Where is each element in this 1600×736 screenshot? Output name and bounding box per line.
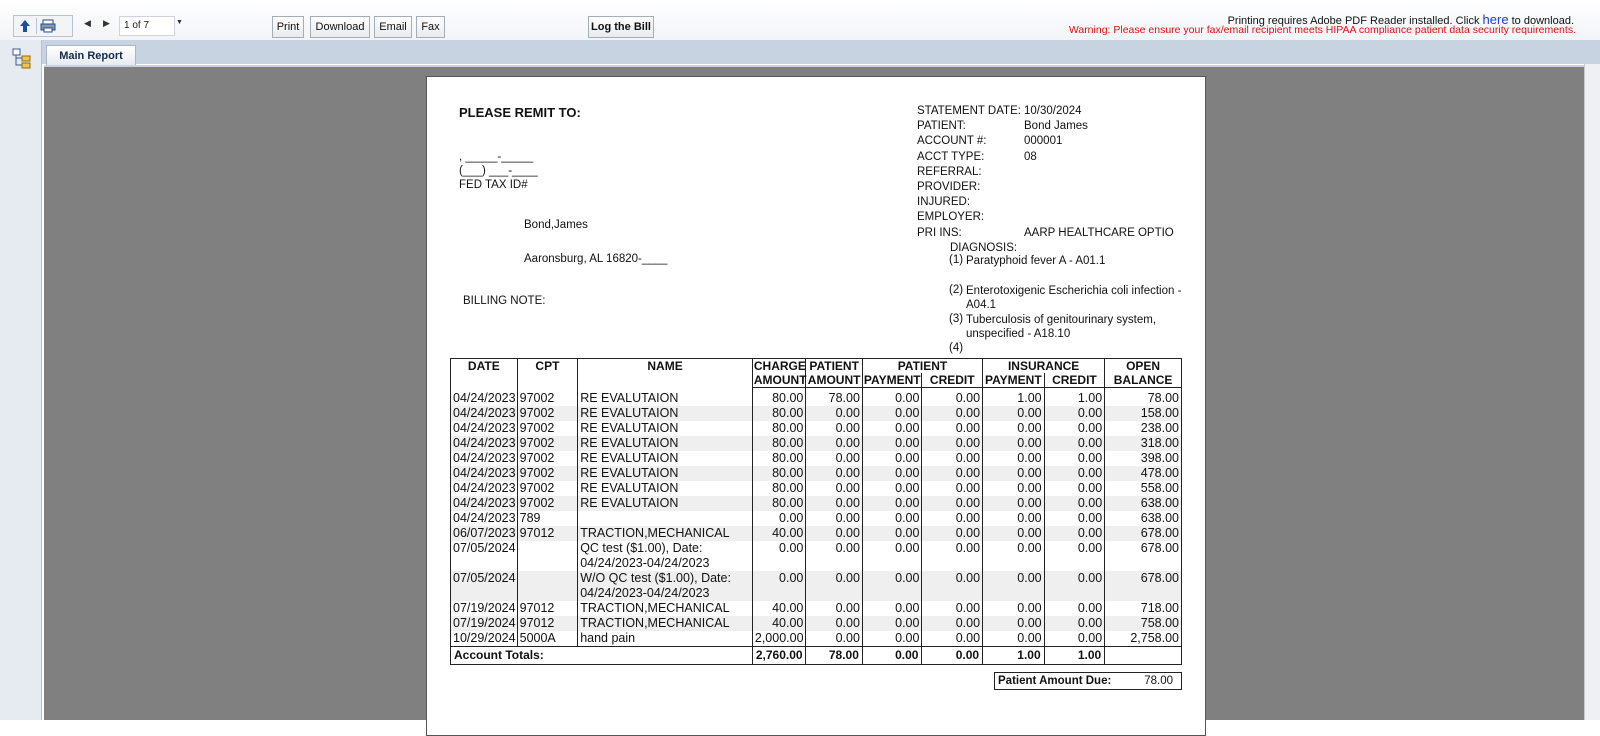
remit-address-line1: , _____-_____ — [459, 151, 534, 163]
cell-insurance-credit: 0.00 — [1044, 601, 1105, 616]
cell-cpt: 5000A — [517, 631, 578, 647]
cell-name-line2: 04/24/2023-04/24/2023 — [580, 586, 710, 600]
cell-insurance-credit: 0.00 — [1044, 526, 1105, 541]
tab-main-report[interactable]: Main Report — [46, 45, 136, 65]
cell-charge: 40.00 — [752, 616, 806, 631]
printer-icon[interactable] — [37, 16, 59, 36]
cell-patient-payment: 0.00 — [862, 526, 922, 541]
cell-insurance-payment: 0.00 — [983, 511, 1045, 526]
fed-tax-id: FED TAX ID# — [459, 179, 528, 191]
table-row — [451, 526, 1182, 541]
cell-name — [578, 436, 753, 451]
cell-name — [578, 421, 753, 436]
cell-name-line1: QC test ($1.00), Date: — [580, 541, 703, 555]
notice-text-pre: Printing requires Adobe PDF Reader installed. Click — [1227, 15, 1483, 27]
total-charge: 2,760.00 — [752, 647, 806, 665]
cell-insurance-credit: 0.00 — [1044, 496, 1105, 511]
cell-cpt: 97012 — [517, 601, 578, 616]
cell-name — [578, 466, 753, 481]
total-patient-amount: 78.00 — [806, 647, 863, 665]
cell-insurance-credit: 0.00 — [1044, 421, 1105, 436]
download-reader-link[interactable]: here — [1482, 12, 1509, 27]
cell-patient-payment: 0.00 — [862, 616, 922, 631]
account-value: 000001 — [1024, 135, 1063, 147]
cell-insurance-payment: 0.00 — [983, 406, 1045, 421]
cell-patient-amount: 0.00 — [806, 481, 863, 496]
table-row — [451, 496, 1182, 511]
table-row — [451, 388, 1182, 407]
cell-cpt — [517, 541, 578, 571]
cell-patient-credit: 0.00 — [922, 526, 983, 541]
cell-patient-payment: 0.00 — [862, 388, 922, 407]
account-totals-label: Account Totals: — [451, 647, 753, 665]
col-header-patient-amount-2: AMOUNT — [807, 373, 861, 387]
table-row — [451, 436, 1182, 451]
cell-charge: 80.00 — [752, 496, 806, 511]
cell-cpt: 97002 — [517, 496, 578, 511]
cell-patient-credit: 0.00 — [922, 421, 983, 436]
cell-name — [578, 526, 753, 541]
cell-patient-amount: 0.00 — [806, 451, 863, 466]
cell-open-balance: 678.00 — [1105, 526, 1182, 541]
cell-name-line1: RE EVALUTAION — [580, 390, 679, 405]
cell-name — [578, 631, 753, 647]
cell-name — [578, 406, 753, 421]
cell-patient-payment: 0.00 — [862, 451, 922, 466]
cell-open-balance: 558.00 — [1105, 481, 1182, 496]
group-tree-panel — [0, 40, 42, 720]
billing-note-label: BILLING NOTE: — [463, 295, 546, 307]
diagnosis-number: (1) — [949, 254, 964, 266]
cell-patient-amount: 0.00 — [806, 526, 863, 541]
cell-name — [578, 571, 753, 601]
cell-charge: 0.00 — [752, 541, 806, 571]
table-row — [451, 541, 1182, 571]
chevron-down-icon[interactable]: ▼ — [176, 19, 183, 26]
cell-patient-payment: 0.00 — [862, 541, 922, 571]
col-header-patient-amount: PATIENT — [806, 359, 863, 374]
cell-open-balance: 638.00 — [1105, 496, 1182, 511]
cell-patient-payment: 0.00 — [862, 511, 922, 526]
cell-open-balance: 638.00 — [1105, 511, 1182, 526]
cell-insurance-payment: 0.00 — [983, 601, 1045, 616]
toolbar-icon-group — [13, 15, 73, 37]
diagnosis-text: Tuberculosis of genitourinary system, unspecified - A18.10 — [966, 314, 1157, 340]
cell-open-balance: 78.00 — [1105, 388, 1182, 407]
cell-insurance-payment: 0.00 — [983, 421, 1045, 436]
total-insurance-credit: 1.00 — [1044, 647, 1105, 665]
cell-cpt: 97012 — [517, 616, 578, 631]
account-label: ACCOUNT #: — [917, 135, 987, 147]
cell-insurance-credit: 0.00 — [1044, 466, 1105, 481]
col-header-charge: CHARGE — [753, 359, 806, 373]
cell-patient-amount: 78.00 — [806, 388, 863, 407]
cell-open-balance: 318.00 — [1105, 436, 1182, 451]
patient-city: Aaronsburg, AL 16820-____ — [524, 253, 668, 265]
cell-date: 04/24/2023 — [451, 388, 518, 407]
cell-patient-credit: 0.00 — [922, 601, 983, 616]
cell-cpt — [517, 571, 578, 601]
cell-patient-credit: 0.00 — [922, 541, 983, 571]
col-header-insurance-group: INSURANCE — [983, 359, 1105, 374]
table-row — [451, 481, 1182, 496]
cell-date: 06/07/2023 — [451, 526, 518, 541]
hipaa-warning: Warning: Please ensure your fax/email recipient meets HIPAA compliance patient data security requirements. — [1068, 24, 1576, 36]
tab-strip — [0, 40, 1600, 64]
cell-patient-payment: 0.00 — [862, 481, 922, 496]
cell-patient-amount: 0.00 — [806, 541, 863, 571]
table-row — [451, 511, 1182, 526]
cell-charge: 80.00 — [752, 406, 806, 421]
cell-name — [578, 481, 753, 496]
pri-ins-label: PRI INS: — [917, 227, 962, 239]
col-header-patient-group: PATIENT — [862, 359, 982, 374]
patient-name: Bond,James — [524, 219, 588, 231]
cell-insurance-credit: 0.00 — [1044, 616, 1105, 631]
cell-patient-credit: 0.00 — [922, 406, 983, 421]
table-row — [451, 571, 1182, 601]
cell-cpt: 97002 — [517, 388, 578, 407]
cell-patient-amount: 0.00 — [806, 601, 863, 616]
employer-label: EMPLOYER: — [917, 211, 985, 223]
cell-open-balance: 718.00 — [1105, 601, 1182, 616]
table-row — [451, 406, 1182, 421]
table-row — [451, 451, 1182, 466]
table-row — [451, 466, 1182, 481]
cell-name-line1: RE EVALUTAION — [580, 466, 679, 480]
cell-name-line1: RE EVALUTAION — [580, 496, 679, 510]
cell-patient-amount: 0.00 — [806, 421, 863, 436]
cell-charge: 0.00 — [752, 571, 806, 601]
cell-insurance-credit: 0.00 — [1044, 571, 1105, 601]
next-page-icon[interactable]: ▶ — [103, 18, 110, 28]
statement-page — [426, 76, 1206, 736]
cell-name-line2: 04/24/2023-04/24/2023 — [580, 556, 710, 570]
cell-name-line1: RE EVALUTAION — [580, 436, 679, 450]
cell-name-line1: TRACTION,MECHANICAL — [580, 616, 730, 630]
diagnosis-text: Paratyphoid fever A - A01.1 — [966, 255, 1106, 267]
col-header-name: NAME — [578, 359, 753, 388]
cell-date: 04/24/2023 — [451, 466, 518, 481]
cell-open-balance: 678.00 — [1105, 541, 1182, 571]
cell-name — [578, 511, 753, 526]
cell-insurance-credit: 1.00 — [1044, 388, 1105, 407]
cell-date: 07/05/2024 — [451, 571, 518, 601]
referral-label: REFERRAL: — [917, 166, 982, 178]
cell-charge: 0.00 — [752, 511, 806, 526]
cell-patient-credit: 0.00 — [922, 631, 983, 647]
cell-name — [578, 601, 753, 616]
cell-charge: 80.00 — [752, 481, 806, 496]
cell-open-balance: 158.00 — [1105, 406, 1182, 421]
statement-date-label: STATEMENT DATE: — [917, 105, 1021, 117]
cell-patient-payment: 0.00 — [862, 421, 922, 436]
cell-patient-amount: 0.00 — [806, 631, 863, 647]
cell-insurance-credit: 0.00 — [1044, 451, 1105, 466]
cell-patient-payment: 0.00 — [862, 436, 922, 451]
cell-patient-payment: 0.00 — [862, 466, 922, 481]
cell-date: 04/24/2023 — [451, 511, 518, 526]
cell-cpt: 97002 — [517, 421, 578, 436]
cell-date: 04/24/2023 — [451, 481, 518, 496]
cell-open-balance: 758.00 — [1105, 616, 1182, 631]
cell-name-line1: hand pain — [580, 631, 636, 645]
cell-name-line1: TRACTION,MECHANICAL — [580, 526, 730, 540]
prev-page-icon[interactable]: ◀ — [84, 18, 91, 28]
cell-name — [578, 451, 753, 466]
cell-insurance-payment: 0.00 — [983, 466, 1045, 481]
cell-insurance-payment: 0.00 — [983, 616, 1045, 631]
total-insurance-payment: 1.00 — [983, 647, 1045, 665]
table-row — [451, 631, 1182, 647]
col-header-insurance-payment: PAYMENT — [983, 373, 1045, 388]
cell-cpt: 97002 — [517, 451, 578, 466]
cell-charge: 40.00 — [752, 526, 806, 541]
cell-date: 04/24/2023 — [451, 496, 518, 511]
total-patient-payment: 0.00 — [862, 647, 922, 665]
viewer-top-border — [44, 65, 1584, 67]
col-header-date: DATE — [451, 359, 518, 388]
col-header-cpt: CPT — [517, 359, 578, 388]
cell-patient-credit: 0.00 — [922, 496, 983, 511]
cell-name-line1: RE EVALUTAION — [580, 451, 679, 465]
pri-ins-value: AARP HEALTHCARE OPTIO — [1024, 227, 1174, 239]
vertical-scrollbar[interactable] — [1584, 64, 1600, 720]
cell-name-line1: TRACTION,MECHANICAL — [580, 601, 730, 615]
cell-charge: 80.00 — [752, 466, 806, 481]
col-header-patient-payment: PAYMENT — [863, 373, 921, 387]
cell-cpt: 97002 — [517, 466, 578, 481]
cell-insurance-credit: 0.00 — [1044, 436, 1105, 451]
group-tree-toggle-icon[interactable] — [12, 48, 32, 70]
cell-patient-credit: 0.00 — [922, 571, 983, 601]
cell-date: 07/19/2024 — [451, 616, 518, 631]
cell-insurance-credit: 0.00 — [1044, 481, 1105, 496]
remit-phone: (___) ___-____ — [459, 165, 538, 177]
cell-name-line1: RE EVALUTAION — [580, 481, 679, 495]
cell-patient-amount: 0.00 — [806, 406, 863, 421]
download-button[interactable]: Download — [310, 16, 370, 38]
cell-date: 07/19/2024 — [451, 601, 518, 616]
cell-open-balance: 678.00 — [1105, 571, 1182, 601]
cell-name-line1: RE EVALUTAION — [580, 406, 679, 420]
table-row — [451, 421, 1182, 436]
cell-date: 07/05/2024 — [451, 541, 518, 571]
cell-name-line1: W/O QC test ($1.00), Date: — [580, 571, 731, 585]
cell-insurance-credit: 0.00 — [1044, 541, 1105, 571]
notice-text-post: to download. — [1508, 15, 1574, 27]
cell-patient-credit: 0.00 — [922, 616, 983, 631]
cell-insurance-credit: 0.00 — [1044, 406, 1105, 421]
cell-charge: 40.00 — [752, 601, 806, 616]
cell-date: 10/29/2024 — [451, 631, 518, 647]
report-toolbar — [0, 0, 1600, 40]
fax-button[interactable]: Fax — [416, 16, 445, 38]
patient-amount-due-box — [994, 672, 1182, 690]
cell-name — [578, 496, 753, 511]
total-patient-credit: 0.00 — [922, 647, 983, 665]
email-button[interactable]: Email — [374, 16, 412, 38]
cell-patient-amount: 0.00 — [806, 436, 863, 451]
cell-insurance-payment: 0.00 — [983, 571, 1045, 601]
col-header-insurance-credit: CREDIT — [1044, 373, 1105, 388]
amount-due-value: 78.00 — [1144, 675, 1173, 687]
cell-patient-amount: 0.00 — [806, 511, 863, 526]
acct-type-value: 08 — [1024, 151, 1037, 163]
provider-label: PROVIDER: — [917, 181, 981, 193]
total-balance-empty — [1105, 647, 1182, 665]
export-up-icon[interactable] — [14, 16, 36, 36]
cell-patient-credit: 0.00 — [922, 451, 983, 466]
print-button[interactable]: Print — [272, 16, 304, 38]
cell-patient-amount: 0.00 — [806, 496, 863, 511]
log-bill-button[interactable]: Log the Bill — [588, 16, 654, 38]
cell-charge: 80.00 — [752, 436, 806, 451]
cell-patient-credit: 0.00 — [922, 466, 983, 481]
cell-open-balance: 238.00 — [1105, 421, 1182, 436]
cell-patient-amount: 0.00 — [806, 616, 863, 631]
col-header-charge-amount: AMOUNT — [753, 373, 807, 387]
cell-patient-payment: 0.00 — [862, 601, 922, 616]
cell-cpt: 97002 — [517, 406, 578, 421]
cell-date: 04/24/2023 — [451, 436, 518, 451]
cell-patient-payment: 0.00 — [862, 631, 922, 647]
cell-insurance-payment: 0.00 — [983, 481, 1045, 496]
cell-open-balance: 478.00 — [1105, 466, 1182, 481]
cell-patient-payment: 0.00 — [862, 571, 922, 601]
page-selector[interactable]: 1 of 7 — [119, 16, 175, 36]
cell-charge: 2,000.00 — [752, 631, 806, 647]
cell-date: 04/24/2023 — [451, 406, 518, 421]
col-header-open: OPEN — [1105, 359, 1182, 374]
diagnosis-label: DIAGNOSIS: — [950, 242, 1018, 254]
cell-patient-credit: 0.00 — [922, 388, 983, 407]
cell-cpt: 97012 — [517, 526, 578, 541]
cell-name-line1: RE EVALUTAION — [580, 421, 679, 435]
acct-type-label: ACCT TYPE: — [917, 151, 985, 163]
cell-charge: 80.00 — [752, 388, 806, 407]
amount-due-label: Patient Amount Due: — [998, 675, 1112, 687]
cell-insurance-payment: 0.00 — [983, 541, 1045, 571]
cell-name — [578, 388, 753, 407]
cell-name — [578, 541, 753, 571]
cell-patient-credit: 0.00 — [922, 511, 983, 526]
table-row — [451, 616, 1182, 631]
diagnosis-number: (3) — [949, 313, 964, 325]
cell-insurance-credit: 0.00 — [1044, 511, 1105, 526]
diagnosis-number: (2) — [949, 284, 964, 296]
cell-date: 04/24/2023 — [451, 451, 518, 466]
patient-label: PATIENT: — [917, 120, 966, 132]
cell-patient-amount: 0.00 — [806, 571, 863, 601]
transactions-table — [450, 358, 1182, 665]
cell-insurance-payment: 0.00 — [983, 631, 1045, 647]
cell-open-balance: 398.00 — [1105, 451, 1182, 466]
cell-cpt: 97002 — [517, 481, 578, 496]
cell-cpt: 97002 — [517, 436, 578, 451]
cell-insurance-payment: 0.00 — [983, 526, 1045, 541]
col-header-balance: BALANCE — [1105, 373, 1182, 388]
diagnosis-number: (4) — [949, 342, 964, 354]
cell-insurance-payment: 1.00 — [983, 388, 1045, 407]
cell-patient-credit: 0.00 — [922, 481, 983, 496]
cell-insurance-payment: 0.00 — [983, 496, 1045, 511]
cell-open-balance: 2,758.00 — [1105, 631, 1182, 647]
diagnosis-text: Enterotoxigenic Escherichia coli infection - A04.1 — [966, 285, 1182, 311]
cell-cpt: 789 — [517, 511, 578, 526]
cell-charge: 80.00 — [752, 451, 806, 466]
col-header-patient-credit: CREDIT — [922, 373, 983, 388]
cell-patient-credit: 0.00 — [922, 436, 983, 451]
cell-name — [578, 616, 753, 631]
remit-heading: PLEASE REMIT TO: — [459, 105, 581, 120]
cell-insurance-payment: 0.00 — [983, 451, 1045, 466]
injured-label: INJURED: — [917, 196, 971, 208]
cell-charge: 80.00 — [752, 421, 806, 436]
patient-value: Bond James — [1024, 120, 1088, 132]
cell-patient-payment: 0.00 — [862, 496, 922, 511]
table-row — [451, 601, 1182, 616]
statement-date-value: 10/30/2024 — [1024, 105, 1082, 117]
cell-patient-payment: 0.00 — [862, 406, 922, 421]
cell-insurance-credit: 0.00 — [1044, 631, 1105, 647]
cell-patient-amount: 0.00 — [806, 466, 863, 481]
cell-date: 04/24/2023 — [451, 421, 518, 436]
cell-insurance-payment: 0.00 — [983, 436, 1045, 451]
